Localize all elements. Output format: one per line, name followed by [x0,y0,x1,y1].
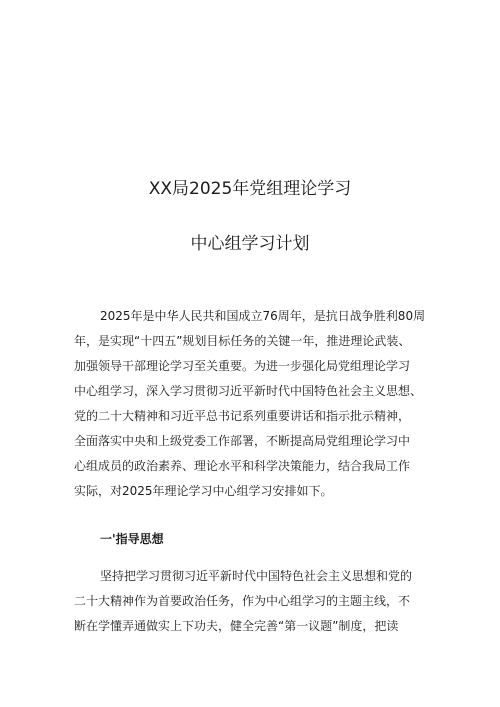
paragraph-line: 实际，对2025年理论学习中心组学习安排如下。 [74,484,333,498]
paragraph-line: 年，是实现“十四五”规划目标任务的关键一年，推进理论武装、 [74,334,411,348]
paragraph-line: 全面落实中央和上级党委工作部署，不断提高局党组理论学习中 [74,434,411,448]
guiding-ideology-paragraph [74,564,432,639]
paragraph-line: 坚持把学习贯彻习近平新时代中国特色社会主义思想和党的 [100,569,413,583]
section-heading-guiding-ideology: 一'指导思想 [100,532,164,546]
intro-paragraph [74,304,432,504]
paragraph-line: 二十大精神作为首要政治任务，作为中心组学习的主题主线，不 [74,594,411,608]
paragraph-line: 心组成员的政治素养、理论水平和科学决策能力，结合我局工作 [74,459,411,473]
paragraph-line: 中心组学习，深入学习贯彻习近平新时代中国特色社会主义思想、 [74,384,423,398]
document-title-line2: 中心组学习计划 [190,234,310,254]
paragraph-line: 加强领导干部理论学习至关重要。为进一步强化局党组理论学习 [74,359,411,373]
paragraph-line: 党的二十大精神和习近平总书记系列重要讲话和指示批示精神， [74,409,411,423]
paragraph-line: 2025年是中华人民共和国成立76周年，是抗日战争胜利80周 [100,309,426,323]
paragraph-line: 断在学懂弄通做实上下功夫，健全完善“第一议题”制度，把读 [74,619,399,633]
document-title-line1: XX局2025年党组理论学习 [148,179,352,199]
